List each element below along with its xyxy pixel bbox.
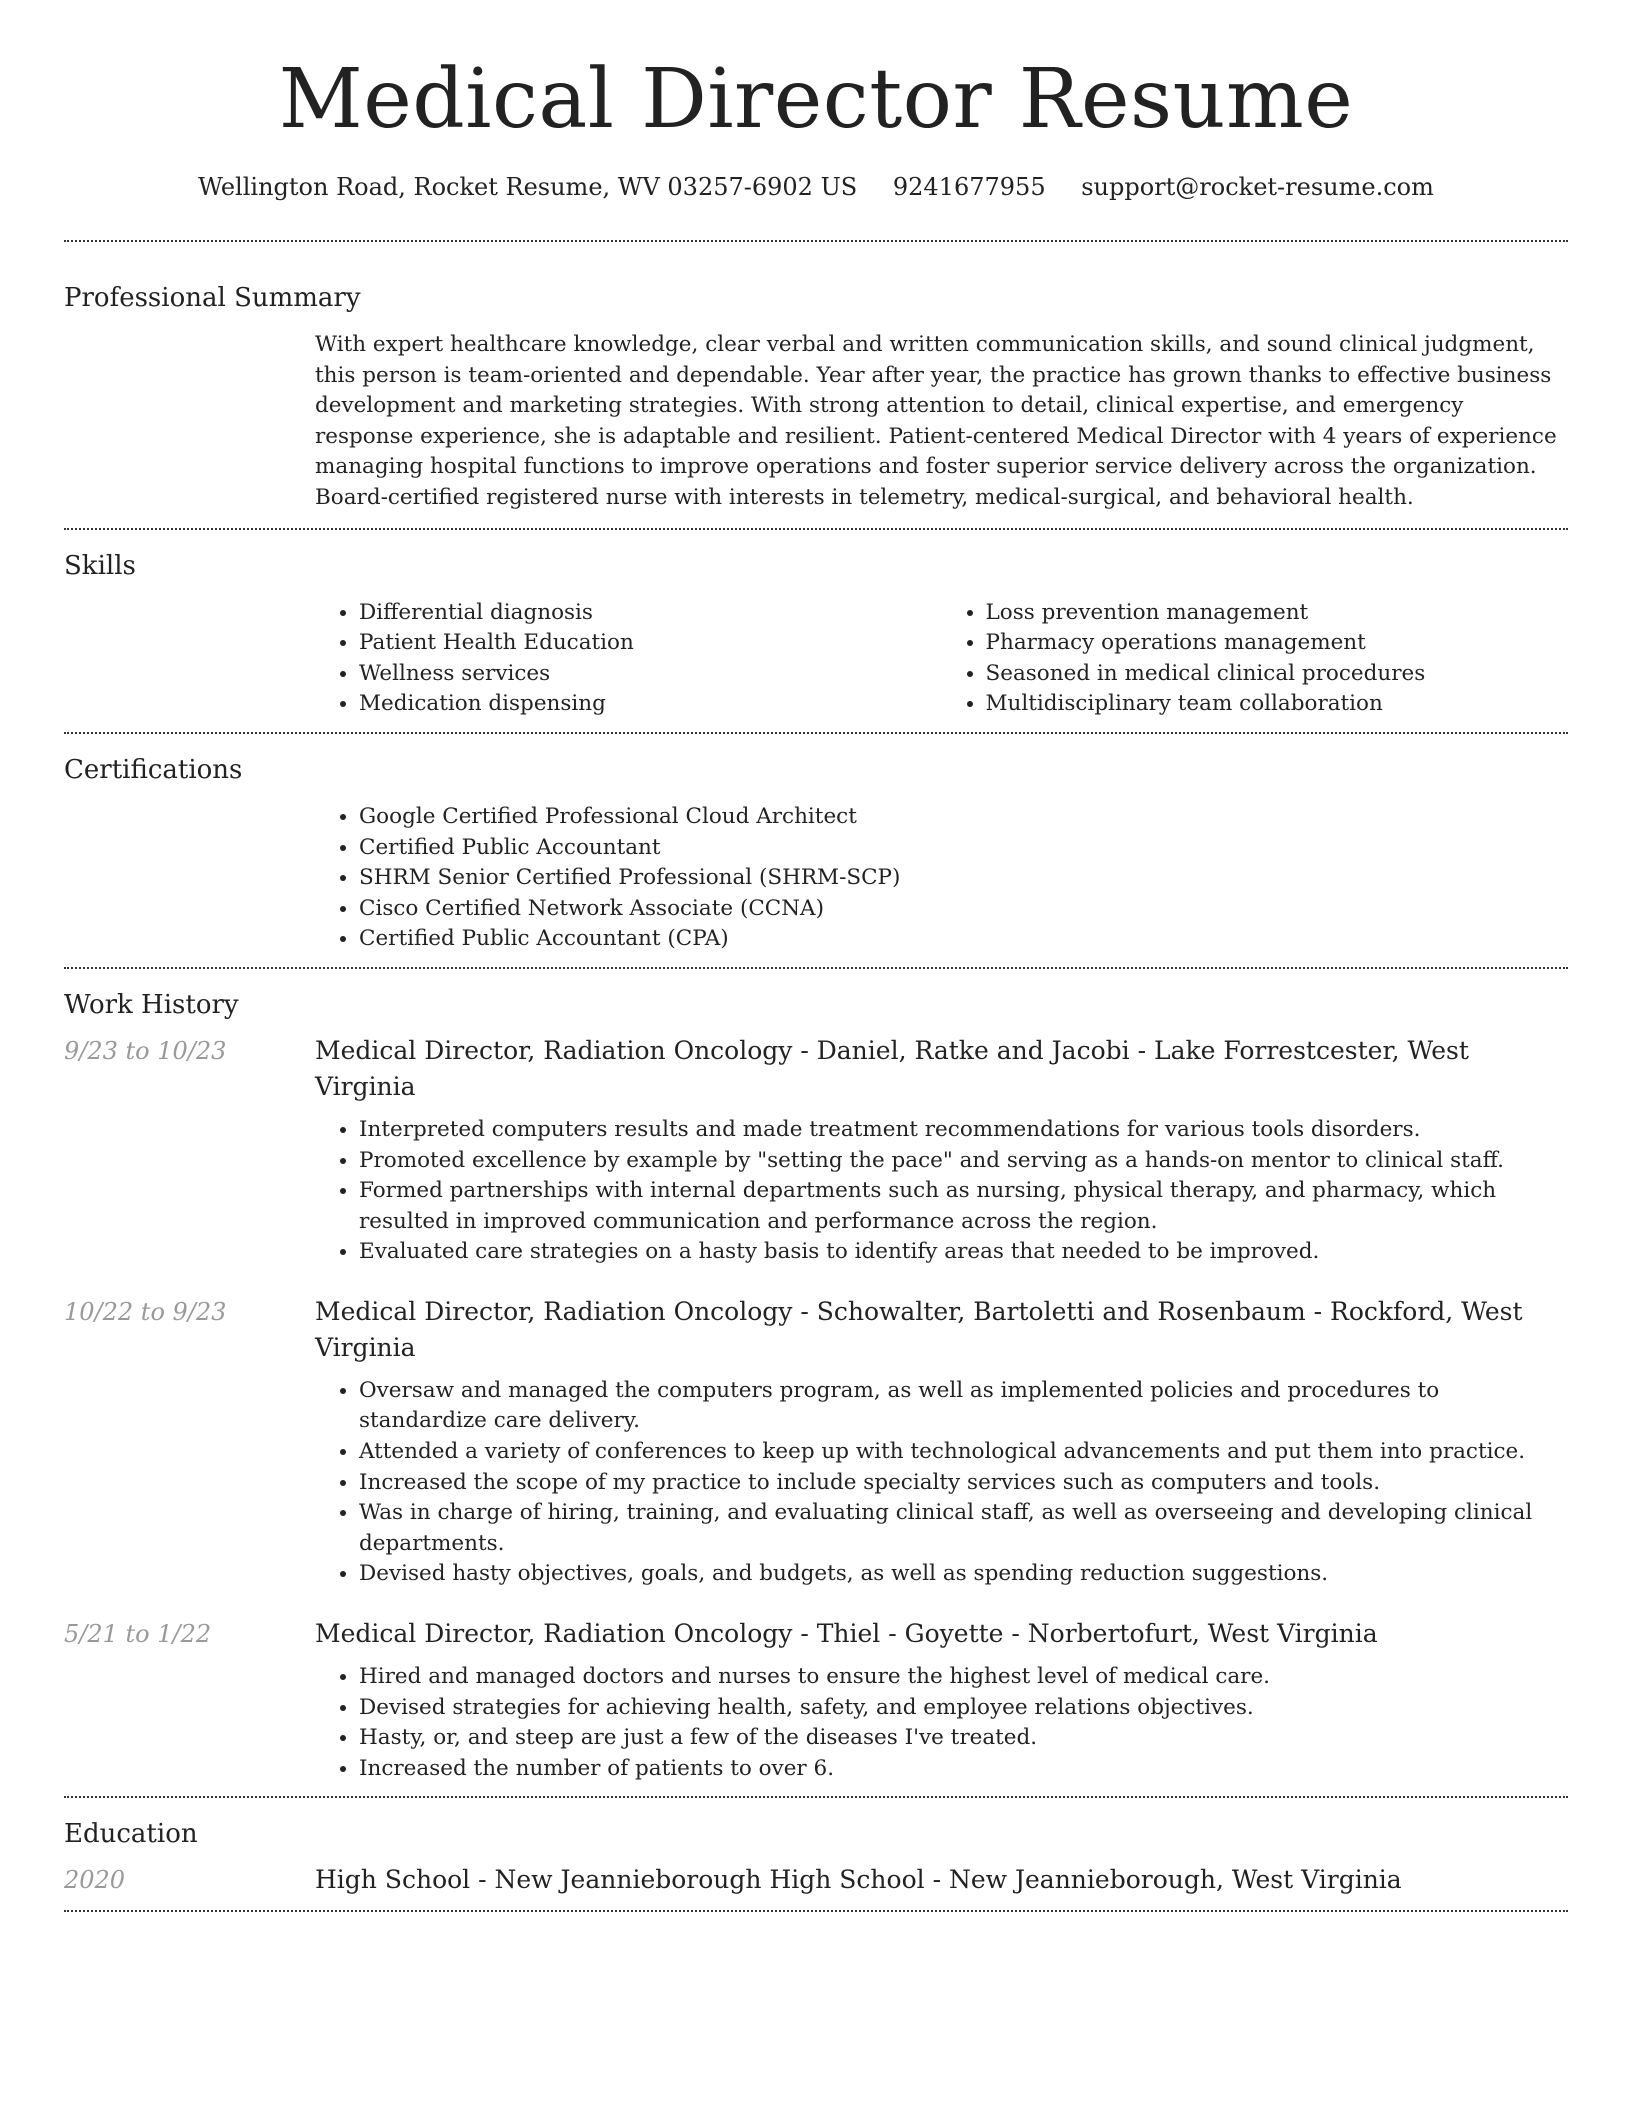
education-section [64,1798,1568,1910]
skills-columns [315,598,1568,720]
certification-item: • Certified Public Accountant (CPA) [359,924,1568,955]
resume-title: Medical Director Resume [278,52,1354,147]
skill-item: • Loss prevention management [986,598,1569,629]
job-bullet: • Promoted excellence by example by "setting the pace" and serving as a hands-on mentor to clinical staff. [359,1146,1568,1177]
skill-item: • Pharmacy operations management [986,628,1569,659]
job-bullet: • Was in charge of hiring, training, and evaluating clinical staff, as well as overseeing and developing clinical departments. [359,1498,1568,1559]
job-dates: 9/23 to 10/23 [64,1036,227,1065]
skills-section [64,530,1568,732]
job-bullet: • Evaluated care strategies on a hasty basis to identify areas that needed to be improved. [359,1237,1568,1268]
address-text: Wellington Road, Rocket Resume, WV 03257-6902 US [198,173,858,201]
certification-item: • SHRM Senior Certified Professional (SHRM-SCP) [359,863,1568,894]
job-title: Medical Director, Radiation Oncology - Daniel, Ratke and Jacobi - Lake Forrestcester, West Virginia [315,1035,1469,1101]
phone-text: 9241677955 [892,173,1046,201]
job-bullets [315,1115,1568,1268]
job-bullet: • Hired and managed doctors and nurses to ensure the highest level of medical care. [359,1662,1568,1693]
skill-item: • Multidisciplinary team collaboration [986,689,1569,720]
certification-item: • Google Certified Professional Cloud Architect [359,802,1568,833]
job-bullet: • Increased the scope of my practice to include specialty services such as computers and tools. [359,1468,1568,1499]
job-details [315,1294,1568,1590]
section-title-certifications: Certifications [64,754,243,785]
work-history-section [64,969,1568,1797]
section-title-work: Work History [64,989,239,1020]
skill-item: • Patient Health Education [359,628,942,659]
summary-text: With expert healthcare knowledge, clear verbal and written communication skills, and sound clinical judgment, this person is team-oriented and dependable. Year after year, the practice has grown thanks to effective business development and marketing strategies. With strong attention to detail, clinical expertise, and emergency response experience, she is adaptable and resilient. Patient-centered Medical Director with 4 years of experience managing hospital functions to improve operations and foster superior service delivery across the organization. Board-certified registered nurse with interests in telemetry, medical-surgical, and behavioral health. [315,332,1557,510]
job-bullet: • Oversaw and managed the computers program, as well as implemented policies and procedures to standardize care delivery. [359,1376,1568,1437]
job-title: Medical Director, Radiation Oncology - Schowalter, Bartoletti and Rosenbaum - Rockford, West Virginia [315,1296,1523,1362]
job-entry [64,1616,1568,1784]
skill-item: • Seasoned in medical clinical procedures [986,659,1569,690]
education-details [315,1862,1568,1898]
email-text: support@rocket-resume.com [1081,173,1434,201]
certifications-body [315,802,1568,955]
job-bullet: • Attended a variety of conferences to keep up with technological advancements and put them into practice. [359,1437,1568,1468]
certification-item: • Certified Public Accountant [359,833,1568,864]
job-bullet: • Interpreted computers results and made treatment recommendations for various tools disorders. [359,1115,1568,1146]
job-bullet: • Devised hasty objectives, goals, and budgets, as well as spending reduction suggestions. [359,1559,1568,1590]
summary-section [64,242,1568,528]
job-details [315,1616,1568,1784]
certification-item: • Cisco Certified Network Associate (CCNA) [359,894,1568,925]
job-bullet: • Devised strategies for achieving health, safety, and employee relations objectives. [359,1693,1568,1724]
resume-page [64,0,1568,1912]
job-bullets [315,1376,1568,1590]
section-title-summary: Professional Summary [64,283,361,313]
job-bullet: • Formed partnerships with internal departments such as nursing, physical therapy, and pharmacy, which resulted in improved communication and performance across the region. [359,1176,1568,1237]
contact-line [64,170,1568,204]
skill-item: • Medication dispensing [359,689,942,720]
job-entry [64,1294,1568,1590]
certifications-list [315,802,1568,955]
job-dates: 10/22 to 9/23 [64,1297,227,1326]
education-entry [64,1862,1568,1898]
job-title: Medical Director, Radiation Oncology - Thiel - Goyette - Norbertofurt, West Virginia [315,1619,1378,1649]
skill-item: • Wellness services [359,659,942,690]
job-dates: 5/21 to 1/22 [64,1620,212,1649]
skill-item: • Differential diagnosis [359,598,942,629]
certifications-section [64,734,1568,967]
section-title-skills: Skills [64,550,136,581]
skills-list-right [942,598,1569,720]
job-details [315,1033,1568,1268]
job-bullet: • Increased the number of patients to over 6. [359,1754,1568,1785]
skills-list-left [315,598,942,720]
job-bullet: • Hasty, or, and steep are just a few of the diseases I've treated. [359,1723,1568,1754]
job-entry [64,1033,1568,1268]
education-title: High School - New Jeannieborough High School - New Jeannieborough, West Virginia [315,1865,1402,1895]
job-bullets [315,1662,1568,1784]
education-year: 2020 [64,1866,126,1895]
divider [64,1910,1568,1912]
section-title-education: Education [64,1819,198,1850]
